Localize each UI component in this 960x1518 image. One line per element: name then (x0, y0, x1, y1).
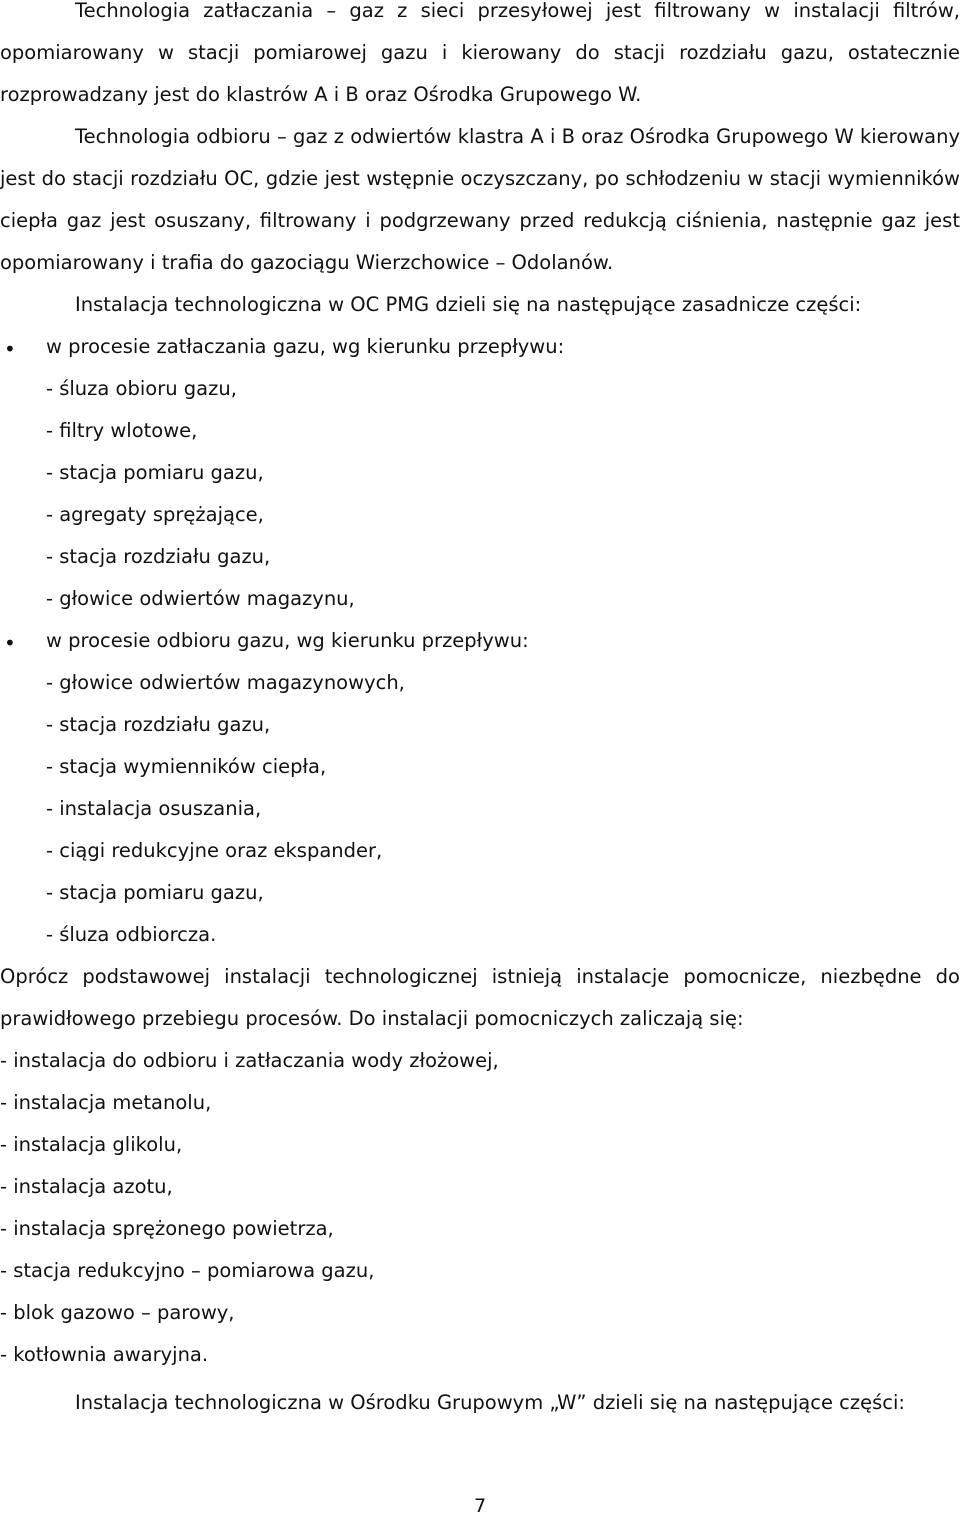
list-item: - śluza odbiorcza. (46, 923, 217, 946)
list-item: - stacja pomiaru gazu, (46, 881, 264, 904)
list-item: - agregaty sprężające, (46, 503, 264, 526)
list-bullet-withdrawal (0, 620, 960, 662)
bullet-icon: • (4, 631, 16, 655)
paragraph-group-center-w-text: Instalacja technologiczna w Ośrodku Grupowym „W” dzieli się na następujące części: (75, 1391, 905, 1414)
list-item: - stacja rozdziału gazu, (46, 545, 271, 568)
list-item: - instalacja metanolu, (0, 1091, 212, 1114)
injection-process-list (0, 326, 960, 620)
auxiliary-installations-list (0, 1040, 960, 1376)
paragraph-oc-pmg-intro (0, 284, 960, 326)
paragraph-group-center-w-intro (0, 1382, 960, 1424)
list-item: - ciągi redukcyjne oraz ekspander, (46, 839, 383, 862)
paragraph-withdrawal-technology: Technologia odbioru – gaz z odwiertów klastra A i B oraz Ośrodka Grupowego W kierowany jest do stacji rozdziału OC, gdzie jest wstępnie oczyszczany, po schłodzeniu w stacji wymienników ciepła gaz jest osuszany, filtrowany i podgrzewany przed redukcją ciśnienia, następnie gaz jest opomiarowany i trafia do gazociągu Wierzchowice – Odolanów. (0, 125, 960, 274)
list-item: - stacja rozdziału gazu, (46, 713, 271, 736)
bullet-text: w procesie zatłaczania gazu, wg kierunku przepływu: (46, 335, 565, 358)
list-item: - głowice odwiertów magazynowych, (46, 671, 405, 694)
list-item: - instalacja do odbioru i zatłaczania wody złożowej, (0, 1049, 499, 1072)
list-bullet-injection (0, 326, 960, 368)
list-item: - śluza obioru gazu, (46, 377, 237, 400)
paragraph-auxiliary-intro: Oprócz podstawowej instalacji technologicznej istnieją instalacje pomocnicze, niezbędne do prawidłowego przebiegu procesów. Do instalacji pomocniczych zaliczają się: (0, 965, 960, 1030)
list-item: - kotłownia awaryjna. (0, 1343, 209, 1366)
paragraph-oc-pmg-intro-text: Instalacja technologiczna w OC PMG dzieli się na następujące zasadnicze części: (75, 293, 862, 316)
list-item: - blok gazowo – parowy, (0, 1301, 235, 1324)
list-item: - filtry wlotowe, (46, 419, 198, 442)
list-item: - instalacja osuszania, (46, 797, 262, 820)
paragraph-injection-technology: Technologia zatłaczania – gaz z sieci przesyłowej jest filtrowany w instalacji filtrów, opomiarowany w stacji pomiarowej gazu i kierowany do stacji rozdziału gazu, ostatecznie rozprowadzany jest do klastrów A i B oraz Ośrodka Grupowego W. (0, 0, 960, 106)
page-number: 7 (473, 1495, 487, 1517)
list-item: - stacja redukcyjno – pomiarowa gazu, (0, 1259, 375, 1282)
bullet-icon: • (4, 337, 16, 361)
list-item: - głowice odwiertów magazynu, (46, 587, 355, 610)
list-item: - instalacja sprężonego powietrza, (0, 1217, 334, 1240)
bullet-text: w procesie odbioru gazu, wg kierunku przepływu: (46, 629, 529, 652)
list-item: - stacja wymienników ciepła, (46, 755, 327, 778)
list-item: - instalacja glikolu, (0, 1133, 183, 1156)
list-item: - stacja pomiaru gazu, (46, 461, 264, 484)
withdrawal-process-list (0, 620, 960, 956)
list-item: - instalacja azotu, (0, 1175, 173, 1198)
